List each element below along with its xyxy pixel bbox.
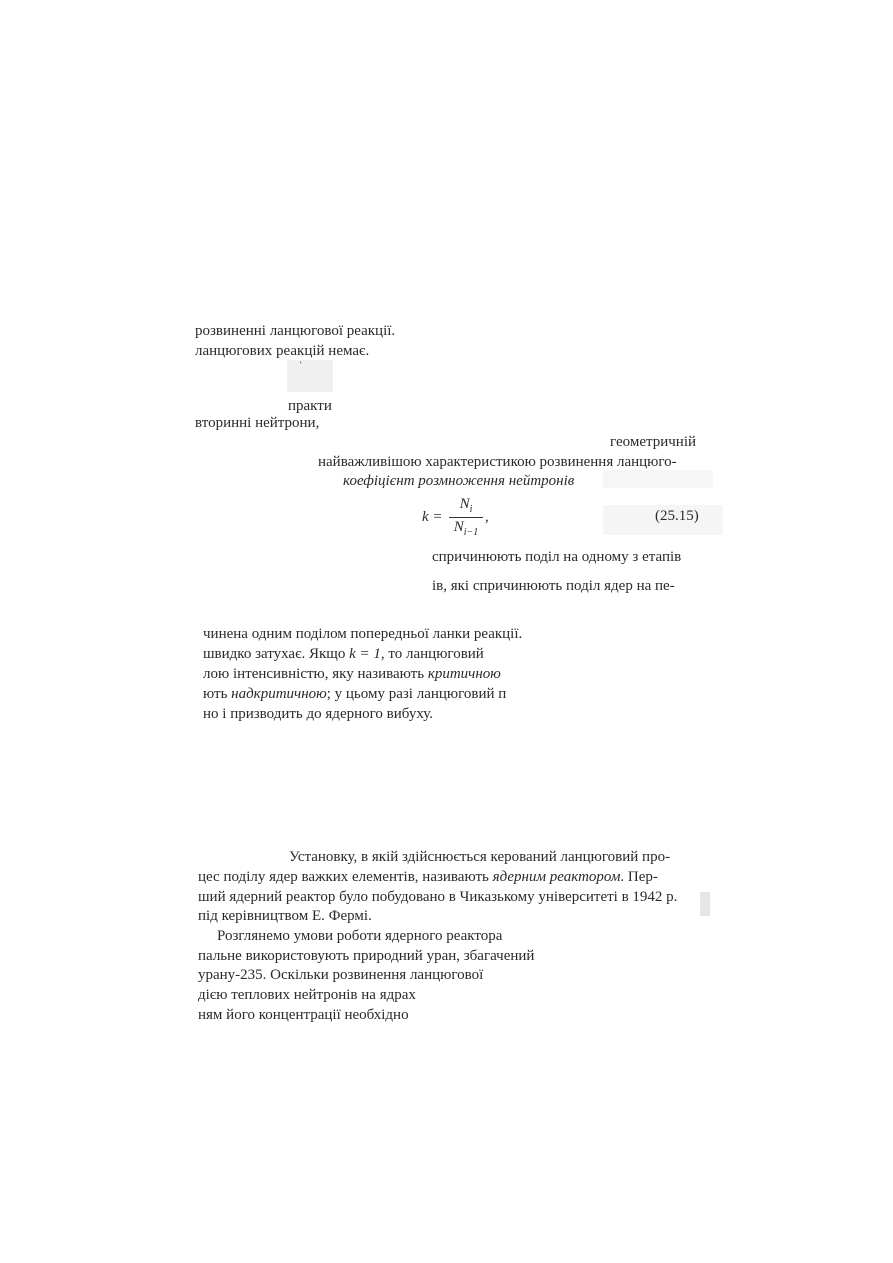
term-italic: надкритичною [231,686,327,702]
text-line: Розглянемо умови роботи ядерного реактора [217,928,503,944]
term-italic: ядерним реактором [492,869,621,885]
formula-denominator: $N_{i-1}$ [453,519,479,538]
text-line: ший ядерний реактор було побудовано в Чиказькому університеті в 1942 р. [198,889,678,905]
text-line: но і призводить до ядерного вибуху. [203,706,434,722]
text-line: вторинні нейтрони, [195,415,320,431]
fraction-bar [449,517,483,518]
term-italic: коефіцієнт розмноження нейтронів [343,473,575,489]
text-line: лою інтенсивністю, яку називають критичною [203,666,501,682]
scan-artifact [603,470,713,488]
scan-artifact [287,360,333,392]
text-line: урану-235. Оскільки розвинення ланцюгової [198,967,484,983]
text-line: Установку, в якій здійснюється керований ланцюговий про- [289,849,671,865]
formula-lhs: k = [422,509,443,525]
scan-artifact [700,892,710,916]
text-line: цес поділу ядер важких елементів, називають ядерним реактором. Пер- [198,869,658,885]
text-line: ' [300,360,302,370]
text-line: пальне використовують природний уран, збагачений [198,948,535,964]
inline-math: k = 1 [349,646,381,662]
term-italic: критичною [427,666,501,682]
text-line: розвиненні ланцюгової реакції. [195,323,396,339]
formula-25-15 [422,496,712,540]
formula-numerator: $N_i$ [459,496,473,515]
text-line: чинена одним поділом попередньої ланки реакції. [203,626,523,642]
text-line: геометричній [610,434,697,450]
text-line: спричинюють поділ на одному з етапів [432,549,682,565]
text-line: ють надкритичною; у цьому разі ланцюговий п [203,686,507,702]
text-line: під керівництвом Е. Фермі. [198,908,372,924]
text-line: швидко затухає. Якщо k = 1, то ланцюговий [203,646,484,662]
equation-number: (25.15) [655,508,699,524]
text-line: дією теплових нейтронів на ядрах [198,987,416,1003]
formula-comma: , [485,509,489,525]
text-line: ів, які спричинюють поділ ядер на пе- [432,578,675,594]
text-line: практи [288,398,332,414]
text-line: ланцюгових реакцій немає. [195,343,370,359]
text-line: ням його концентрації необхідно [198,1007,409,1023]
text-line: найважливішою характеристикою розвинення ланцюго- [318,454,677,470]
